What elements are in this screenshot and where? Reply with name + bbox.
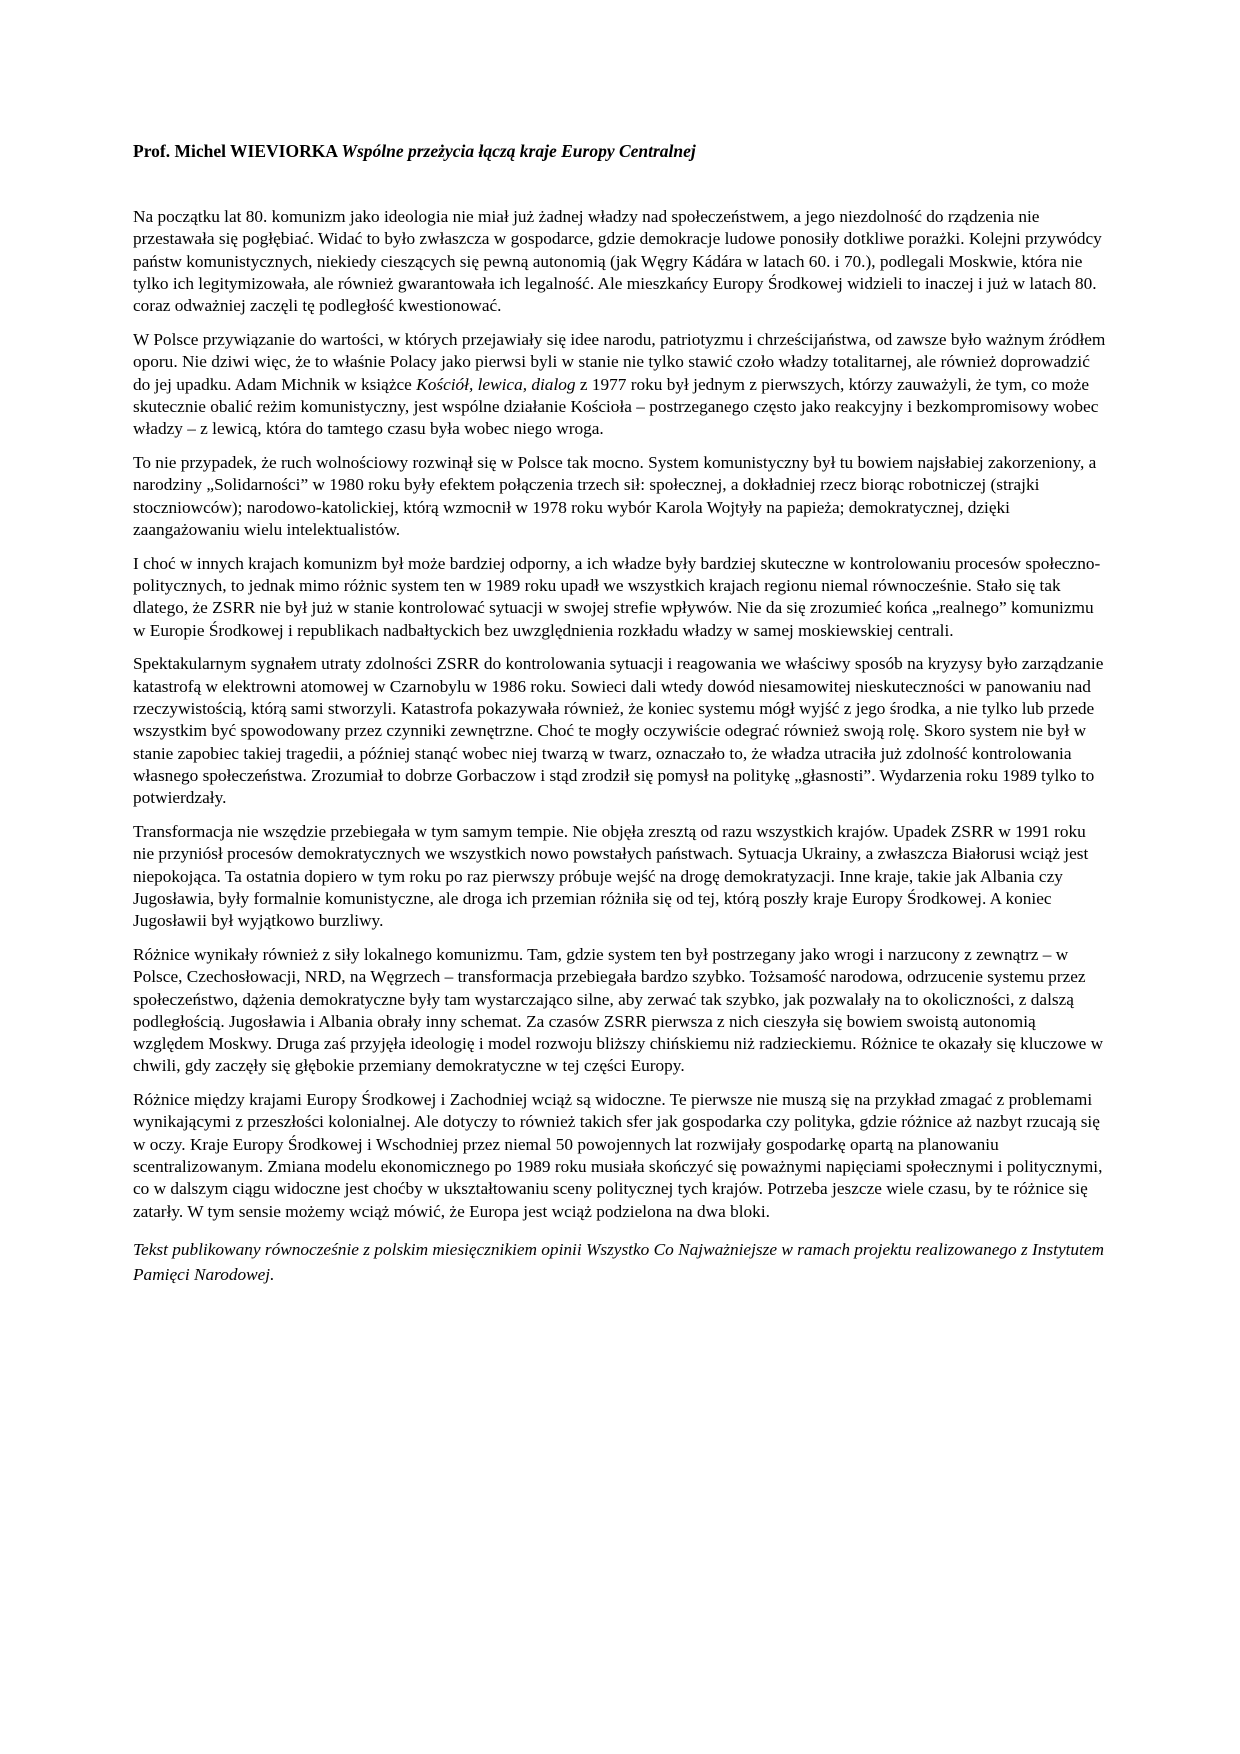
italic-text-run: Kościół, lewica, dialog — [416, 374, 576, 394]
article-paragraph — [133, 553, 1110, 642]
document-title — [133, 140, 1110, 162]
article-paragraph — [133, 452, 1110, 541]
article-paragraph — [133, 1089, 1110, 1223]
text-run: Spektakularnym sygnałem utraty zdolności ZSRR do kontrolowania sytuacji i reagowania we właściwy sposób na kryzysy było zarządzanie katastrofą w elektrowni atomowej w Czarnobylu w 1986 roku. Sowieci dali wtedy dowód niesamowitej nieskuteczności w panowaniu nad rzeczywistością, którą sami stworzyli. Katastrofa pokazywała również, że koniec systemu mógł wyjść z jego środka, a nie tylko lub przede wszystkim być spowodowany przez czynniki zewnętrzne. Choć te mogły oczywiście odegrać również swoją rolę. Skoro system nie był w stanie zapobiec takiej tragedii, a później stanąć wobec niej twarzą w twarz, oznaczało to, że władza utraciła już zdolność kontrolowania własnego społeczeństwa. Zrozumiał to dobrze Gorbaczow i stąd zrodził się pomysł na politykę „głasnosti”. Wydarzenia roku 1989 tylko to potwierdzały. — [133, 654, 1104, 808]
document-author: Prof. Michel WIEVIORKA — [133, 141, 338, 161]
italic-text-run: Tekst publikowany równocześnie z polskim miesięcznikiem opinii Wszystko Co Najważniejsze w ramach projektu realizowanego z Instytutem Pamięci Narodowej. — [133, 1239, 1105, 1284]
article-paragraph — [133, 944, 1110, 1078]
article-paragraph — [133, 821, 1110, 932]
text-run: z 1977 roku był jednym z pierwszych, którzy zauważyli, że tym, co może skutecznie obalić reżim komunistyczny, jest wspólne działanie Kościoła – postrzeganego często jako reakcyjny i bezkompromisowy wobec władzy – z lewicą, która do tamtego czasu była wobec niego wroga. — [133, 374, 1099, 439]
text-run: Różnice wynikały również z siły lokalnego komunizmu. Tam, gdzie system ten był postrzegany jako wrogi i narzucony z zewnątrz – w Polsce, Czechosłowacji, NRD, na Węgrzech – transformacja przebiegała bardzo szybko. Tożsamość narodowa, odrzucenie systemu przez społeczeństwo, dążenia demokratyczne były tam wystarczająco silne, aby zerwać tak szybko, jak pozwalały na to okoliczności, z dalszą podległością. Jugosławia i Albania obrały inny schemat. Za czasów ZSRR pierwsza z nich cieszyła się bowiem swoistą autonomią względem Moskwy. Druga zaś przyjęła ideologię i model rozwoju bliższy chińskiemu niż radzieckiemu. Różnice te okazały się kluczowe w chwili, gdy zaczęły się głębokie przemiany demokratyczne w tej części Europy. — [133, 944, 1104, 1076]
article-body — [133, 206, 1110, 1287]
text-run: Na początku lat 80. komunizm jako ideologia nie miał już żadnej władzy nad społeczeństwem, a jego niezdolność do rządzenia nie przestawała się pogłębiać. Widać to było zwłaszcza w gospodarce, gdzie demokracje ludowe ponosiły dotkliwe porażki. Kolejni przywódcy państw komunistycznych, niekiedy cieszących się pewną autonomią (jak Węgry Kádára w latach 60. i 70.), podlegali Moskwie, która nie tylko ich legitymizowała, ale również gwarantowała ich legalność. Ale mieszkańcy Europy Środkowej widzieli to inaczej i już w latach 80. coraz odważniej zaczęli tę podległość kwestionować. — [133, 207, 1102, 316]
document-subtitle: Wspólne przeżycia łączą kraje Europy Centralnej — [341, 141, 696, 161]
text-run: Transformacja nie wszędzie przebiegała w tym samym tempie. Nie objęła zresztą od razu wszystkich krajów. Upadek ZSRR w 1991 roku nie przyniósł procesów demokratycznych we wszystkich nowo powstałych państwach. Sytuacja Ukrainy, a zwłaszcza Białorusi wciąż jest niepokojąca. Ta ostatnia dopiero w tym roku po raz pierwszy próbuje wejść na drogę demokratyzacji. Inne kraje, takie jak Albania czy Jugosławia, były formalnie komunistyczne, ale droga ich przemian różniła się od tej, którą poszły kraje Europy Środkowej. A koniec Jugosławii był wyjątkowo burzliwy. — [133, 821, 1089, 931]
article-paragraph — [133, 206, 1110, 317]
article-paragraph — [133, 653, 1110, 809]
article-paragraph — [133, 329, 1110, 440]
text-run: I choć w innych krajach komunizm był może bardziej odporny, a ich władze były bardziej skuteczne w kontrolowaniu procesów społeczno-politycznych, to jednak mimo różnic system ten w 1989 roku upadł we wszystkich krajach regionu niemal równocześnie. Stało się tak dlatego, że ZSRR nie był już w stanie kontrolować sytuacji w swojej strefie wpływów. Nie da się zrozumieć końca „realnego” komunizmu w Europie Środkowej i republikach nadbałtyckich bez uwzględnienia rozkładu władzy w samej moskiewskiej centrali. — [133, 553, 1101, 640]
text-run: W Polsce przywiązanie do wartości, w których przejawiały się idee narodu, patriotyzmu i chrześcijaństwa, od zawsze było ważnym źródłem oporu. Nie dziwi więc, że to właśnie Polacy jako pierwsi byli w stanie nie tylko stawić czoło władzy totalitarnej, ale również doprowadzić do jej upadku. Adam Michnik w książce — [133, 329, 1106, 394]
document-content — [133, 140, 1110, 1298]
footer-note — [133, 1237, 1110, 1287]
text-run: Różnice między krajami Europy Środkowej i Zachodniej wciąż są widoczne. Te pierwsze nie muszą się na przykład zmagać z problemami wynikającymi z przeszłości kolonialnej. Ale dotyczy to również takich sfer jak gospodarka czy polityka, gdzie różnice aż nazbyt rzucają się w oczy. Kraje Europy Środkowej i Wschodniej przez niemal 50 powojennych lat rozwijały gospodarkę opartą na planowaniu scentralizowanym. Zmiana modelu ekonomicznego po 1989 roku musiała skończyć się poważnymi napięciami społecznymi i politycznymi, co w dalszym ciągu widoczne jest choćby w ukształtowaniu sceny politycznej tych krajów. Potrzeba jeszcze wiele czasu, by te różnice się zatarły. W tym sensie możemy wciąż mówić, że Europa jest wciąż podzielona na dwa bloki. — [133, 1090, 1103, 1221]
text-run: To nie przypadek, że ruch wolnościowy rozwinął się w Polsce tak mocno. System komunistyczny był tu bowiem najsłabiej zakorzeniony, a narodziny „Solidarności” w 1980 roku były efektem połączenia trzech sił: społecznej, a dokładniej rzecz biorąc robotniczej (strajki stoczniowców); narodowo-katolickiej, którą wzmocnił w 1978 roku wybór Karola Wojtyły na papieża; demokratycznej, dzięki zaangażowaniu wielu intelektualistów. — [133, 452, 1097, 539]
